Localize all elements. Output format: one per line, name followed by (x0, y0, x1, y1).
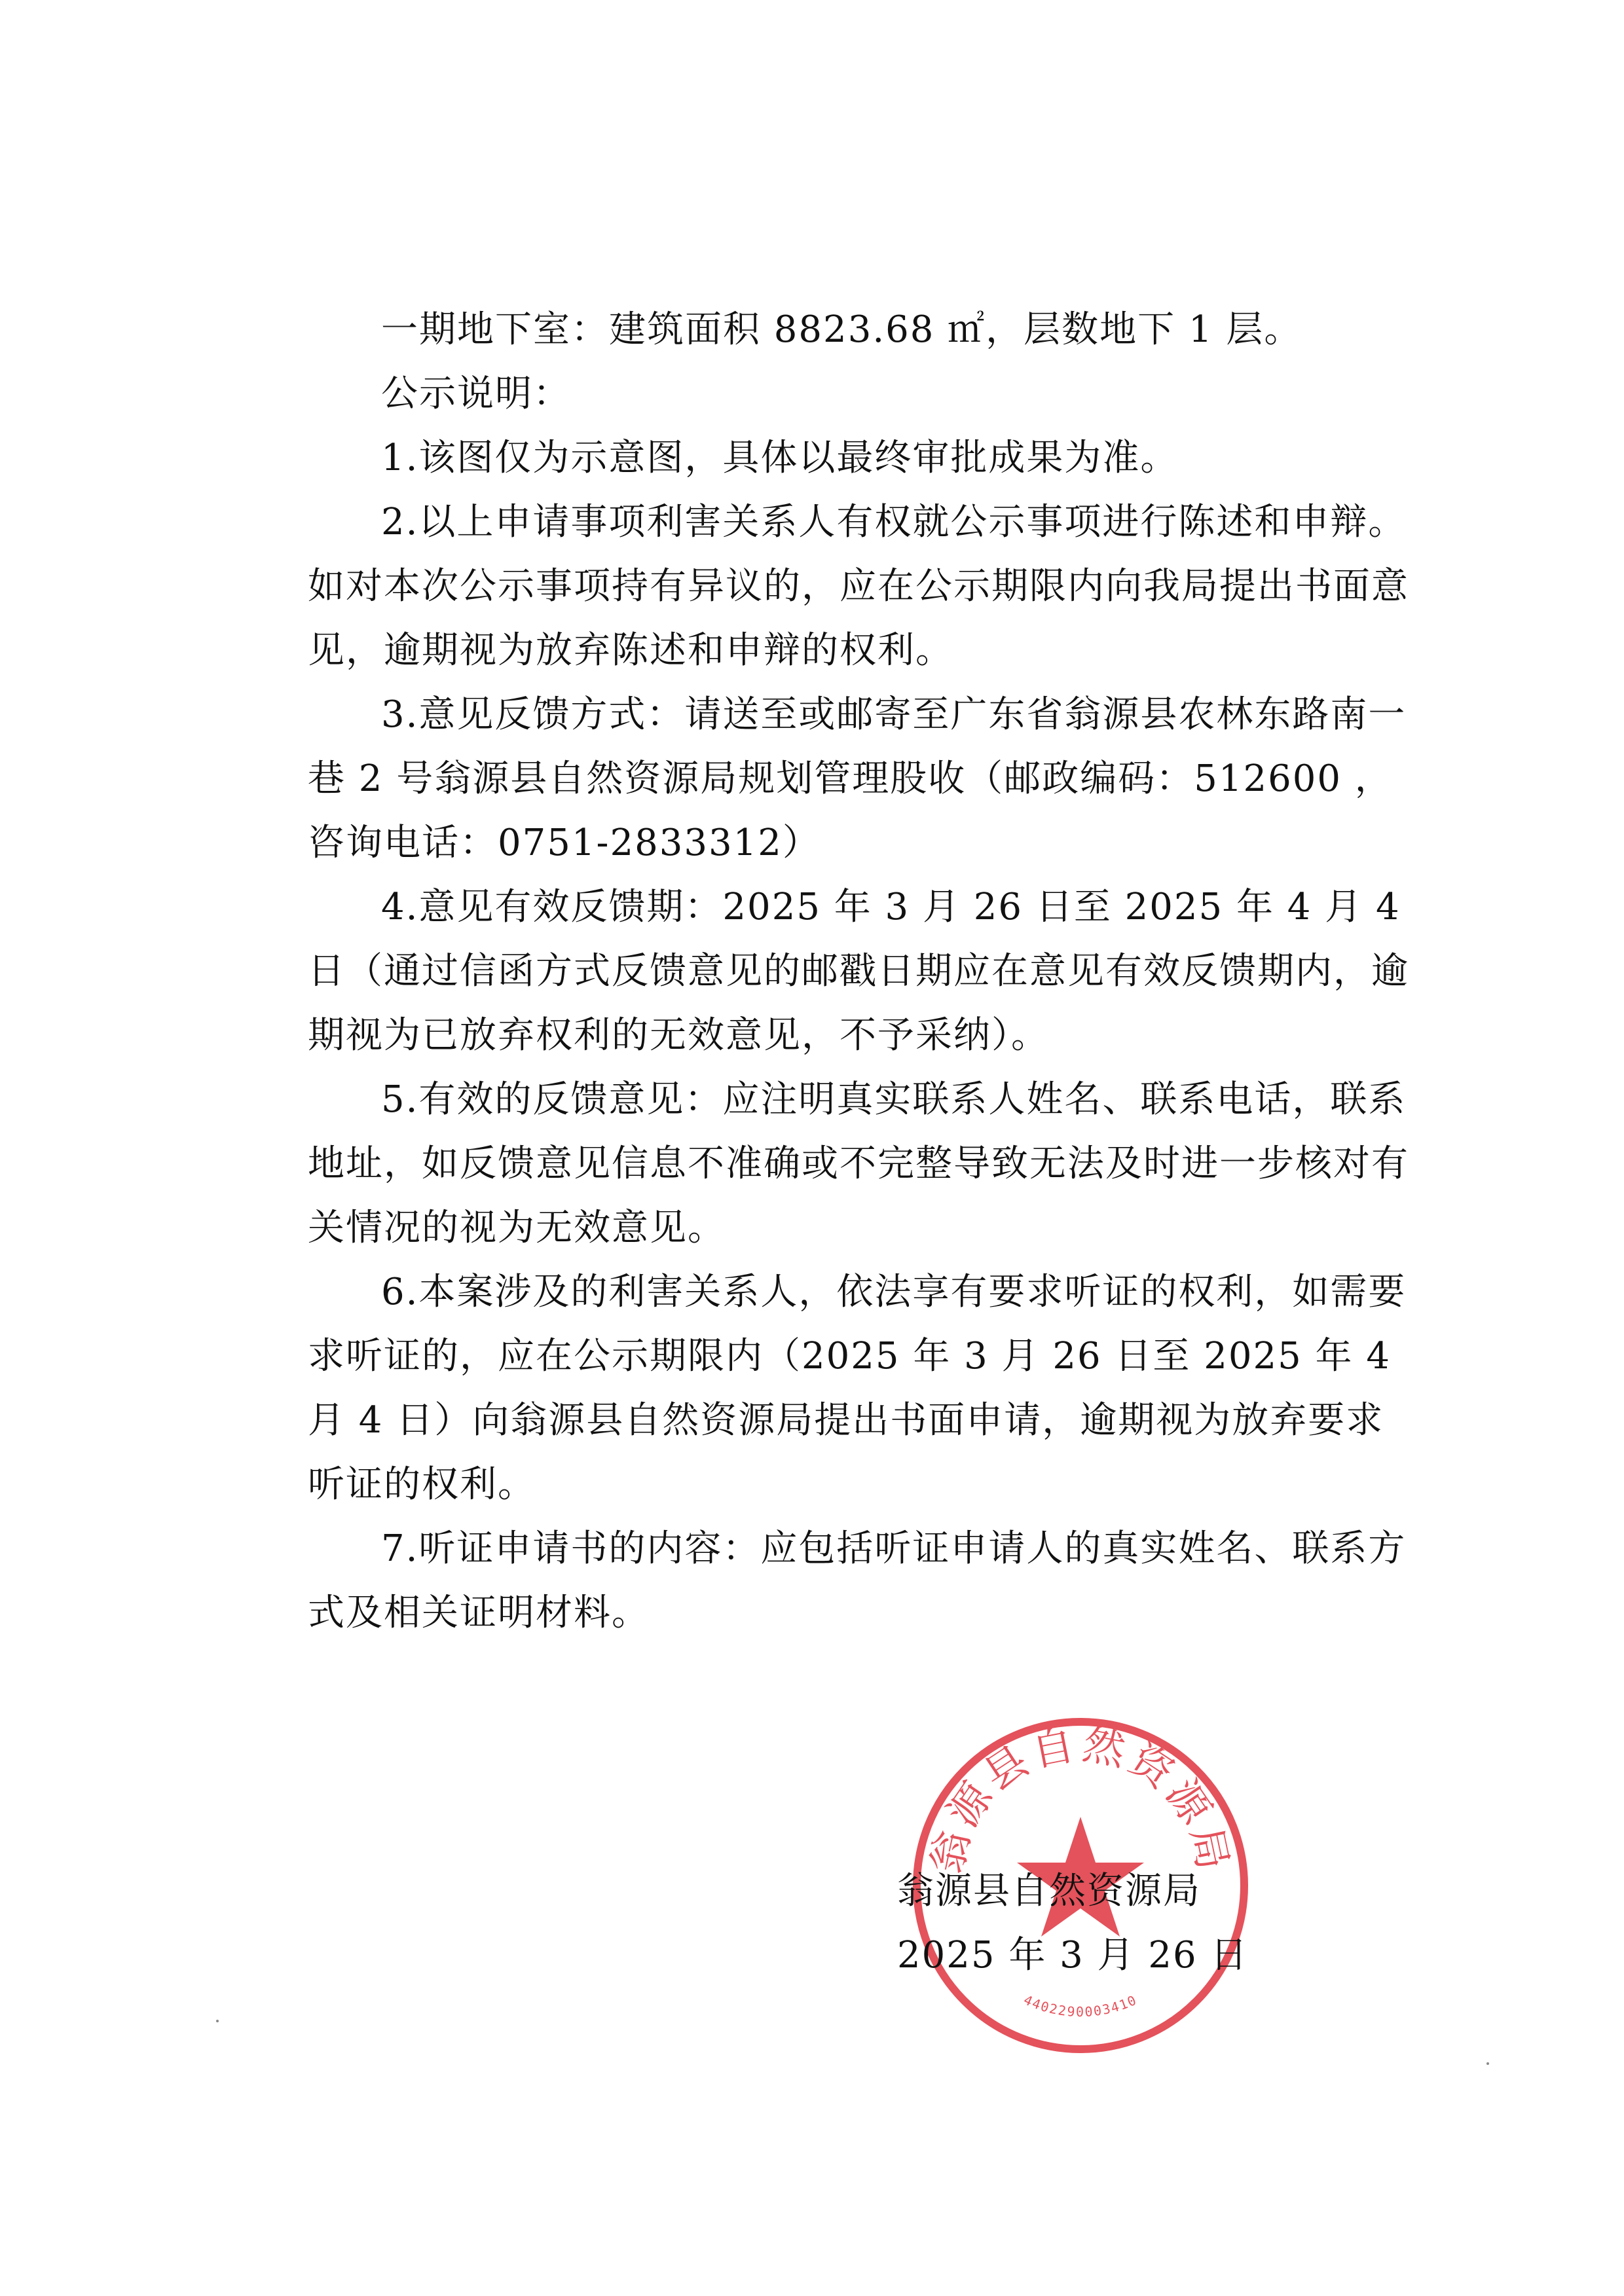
paragraph-item-3: 3.意见反馈方式：请送至或邮寄至广东省翁源县农林东路南一巷 2 号翁源县自然资源局规划管理股收（邮政编码：512600 ，咨询电话：0751-2833312） (308, 693, 1407, 864)
paragraph-item-2: 2.以上申请事项利害关系人有权就公示事项进行陈述和申辩。如对本次公示事项持有异议的，应在公示期限内向我局提出书面意见，逾期视为放弃陈述和申辩的权利。 (308, 501, 1409, 672)
signature-block (897, 1859, 1290, 1988)
scan-speck (1486, 2062, 1489, 2065)
seal-arc-text: 翁源县自然资源局 (923, 1720, 1238, 1878)
paragraph-item-1: 1.该图仅为示意图，具体以最终审批成果为准。 (381, 437, 1179, 479)
paragraph-item-6: 6.本案涉及的利害关系人，依法享有要求听证的权利，如需要求听证的，应在公示期限内（2025 年 3 月 26 日至 2025 年 4 月 4 日）向翁源县自然资源局提出书面申请，逾期视为放弃要求听证的权利。 (308, 1271, 1407, 1506)
document-body (308, 298, 1421, 1645)
paragraph-notice-heading: 公示说明： (381, 373, 571, 415)
paragraph-item-5: 5.有效的反馈意见：应注明真实联系人姓名、联系电话，联系地址，如反馈意见信息不准确或不完整导致无法及时进一步核对有关情况的视为无效意见。 (308, 1078, 1409, 1249)
signature-date: 2025 年 3 月 26 日 (897, 1934, 1249, 1977)
scan-speck (216, 2020, 219, 2022)
paragraph-item-4: 4.意见有效反馈期：2025 年 3 月 26 日至 2025 年 4 月 4 日（通过信函方式反馈意见的邮戳日期应在意见有效反馈期内，逾期视为已放弃权利的无效意见，不予采纳）。 (308, 886, 1409, 1057)
paragraph-item-7: 7.听证申请书的内容：应包括听证申请人的真实姓名、联系方式及相关证明材料。 (308, 1527, 1407, 1634)
seal-code: 4402290003410 (1021, 1992, 1140, 2020)
signature-organization: 翁源县自然资源局 (897, 1870, 1201, 1912)
paragraph-basement: 一期地下室：建筑面积 8823.68 ㎡，层数地下 1 层。 (381, 308, 1302, 351)
